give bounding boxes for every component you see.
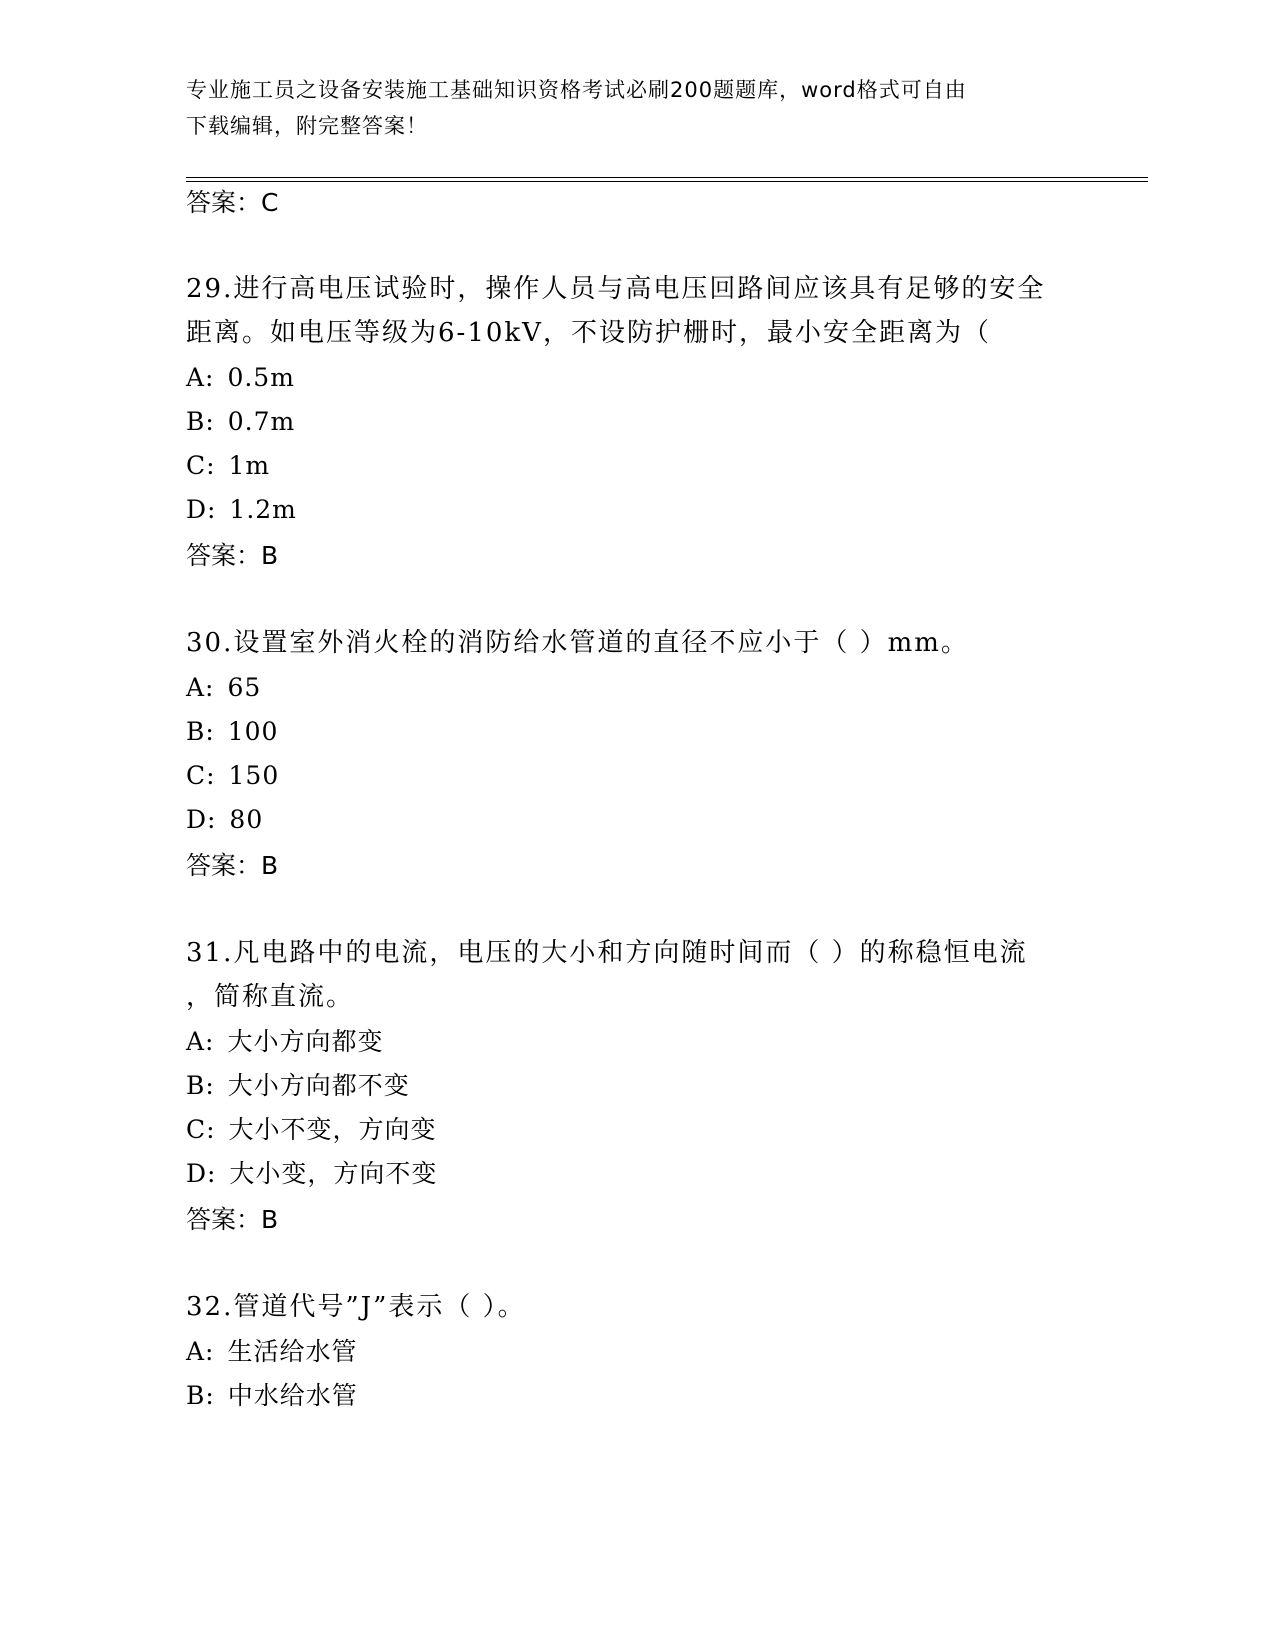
option-letter: C: <box>186 1115 216 1144</box>
option-letter: C: <box>186 451 216 480</box>
question-31-line-1: 31.凡电路中的电流，电压的大小和方向随时间而（ ）的称稳恒电流 <box>186 938 1028 968</box>
option-value: 0.5m <box>227 363 295 392</box>
question-30-option-a <box>186 668 261 708</box>
option-letter: B: <box>186 717 215 746</box>
option-letter: A: <box>186 363 215 392</box>
option-value: 大小方向都变 <box>227 1027 384 1056</box>
option-value: 1.2m <box>229 495 297 524</box>
question-30-option-b <box>186 712 278 752</box>
question-29-answer: 答案：B <box>186 541 279 570</box>
question-30-option-d <box>186 800 263 840</box>
question-30-option-c <box>186 756 279 796</box>
question-32-line-1: 32.管道代号”J”表示（ ）。 <box>186 1292 526 1322</box>
option-value: 大小变，方向不变 <box>229 1159 438 1188</box>
option-letter: C: <box>186 761 216 790</box>
option-letter: B: <box>186 407 215 436</box>
option-value: 中水给水管 <box>227 1381 358 1410</box>
option-value: 80 <box>229 805 264 834</box>
option-value: 65 <box>227 673 262 702</box>
question-29-option-a <box>186 358 295 398</box>
option-letter: A: <box>186 1337 215 1366</box>
question-32-option-a <box>186 1332 357 1372</box>
option-letter: D: <box>186 495 217 524</box>
header-divider-top <box>186 177 1148 178</box>
option-letter: A: <box>186 1027 215 1056</box>
option-value: 生活给水管 <box>227 1337 358 1366</box>
question-31-option-b <box>186 1066 410 1106</box>
option-letter: D: <box>186 805 217 834</box>
question-30-line-1: 30.设置室外消火栓的消防给水管道的直径不应小于（ ）mm。 <box>186 628 969 658</box>
question-30-answer: 答案：B <box>186 851 279 880</box>
option-letter: B: <box>186 1071 215 1100</box>
question-29-line-2: 距离。如电压等级为6-10kV，不设防护栅时，最小安全距离为（ <box>186 318 991 348</box>
option-letter: B: <box>186 1381 215 1410</box>
question-29-option-c <box>186 446 270 486</box>
question-29-line-1: 29.进行高电压试验时，操作人员与高电压回路间应该具有足够的安全 <box>186 274 1046 304</box>
option-value: 1m <box>228 451 271 480</box>
question-31-line-2: ，简称直流。 <box>186 982 355 1012</box>
question-31-option-c <box>186 1110 437 1150</box>
question-32-option-b <box>186 1376 358 1416</box>
question-31-answer: 答案：B <box>186 1205 279 1234</box>
option-value: 150 <box>228 761 280 790</box>
header-divider-bottom <box>186 181 1148 182</box>
option-value: 大小方向都不变 <box>227 1071 410 1100</box>
header-line-1: 专业施工员之设备安装施工基础知识资格考试必刷200题题库，word格式可自由 <box>186 78 967 102</box>
question-29-option-d <box>186 490 297 530</box>
question-29-option-b <box>186 402 295 442</box>
option-value: 100 <box>227 717 279 746</box>
page-header <box>186 72 1066 144</box>
question-31-option-a <box>186 1022 383 1062</box>
option-letter: A: <box>186 673 215 702</box>
answer-previous: 答案：C <box>186 188 279 217</box>
header-line-2: 下载编辑，附完整答案！ <box>186 114 428 138</box>
question-31-option-d <box>186 1154 437 1194</box>
option-value: 大小不变，方向变 <box>228 1115 437 1144</box>
option-value: 0.7m <box>227 407 296 436</box>
option-letter: D: <box>186 1159 217 1188</box>
